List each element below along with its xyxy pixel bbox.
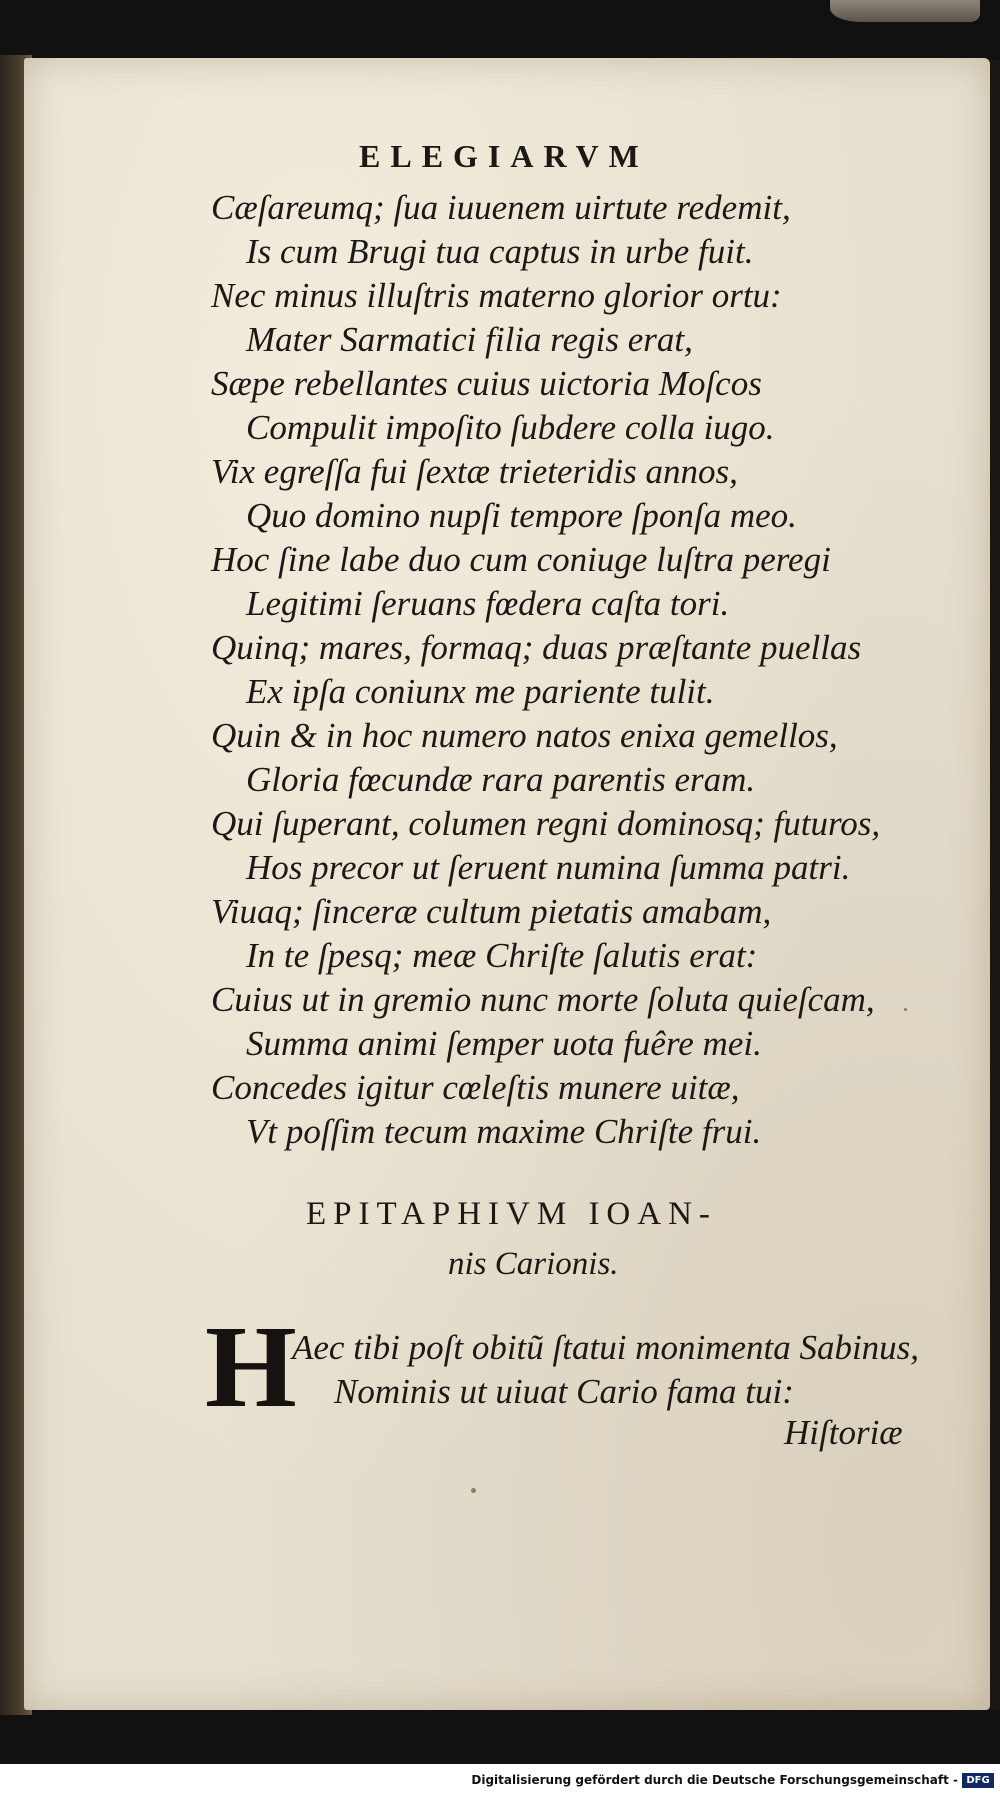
funding-credit: Digitalisierung gefördert durch die Deutsche Forschungsgemeinschaft - (471, 1773, 958, 1787)
dfg-logo: DFG (962, 1773, 994, 1788)
verse-line: Hoc ſine labe duo cum coniuge luſtra peregi (211, 540, 831, 579)
page-edge-shadow (990, 60, 1000, 1710)
verse-line: Mater Sarmatici filia regis erat, (246, 320, 693, 359)
page-text (24, 58, 990, 1710)
verse-line: Ex ipſa coniunx me pariente tulit. (246, 672, 715, 711)
verse-line: Legitimi ſeruans fœdera caſta tori. (246, 584, 730, 623)
verse-line: Cuius ut in gremio nunc morte ſoluta quieſcam, (211, 980, 875, 1019)
verse-line: Quin & in hoc numero natos enixa gemellos, (211, 716, 838, 755)
paper-scrap (830, 0, 980, 22)
book-page (24, 58, 990, 1710)
epitaph-subtitle: nis Carionis. (448, 1246, 619, 1282)
verse-line: In te ſpesq; meæ Chriſte ſalutis erat: (246, 936, 758, 975)
epitaph-title: EPITAPHIVM IOAN- (306, 1196, 717, 1232)
decorated-initial: H (205, 1301, 297, 1432)
verse-line: Cæſareumq; ſua iuuenem uirtute redemit, (211, 188, 791, 227)
verse-line: Qui ſuperant, columen regni dominosq; futuros, (211, 804, 881, 843)
verse-line: Vt poſſim tecum maxime Chriſte frui. (246, 1112, 762, 1151)
ink-speck (904, 1008, 907, 1011)
catchword: Hiſtoriæ (784, 1413, 903, 1452)
verse-line: Quinq; mares, formaq; duas præſtante puellas (211, 628, 862, 667)
epitaph-line: Nominis ut uiuat Cario fama tui: (334, 1372, 794, 1411)
footer-bar (0, 1764, 1000, 1794)
verse-line: Is cum Brugi tua captus in urbe fuit. (246, 232, 754, 271)
verse-line: Compulit impoſito ſubdere colla iugo. (246, 408, 775, 447)
ink-speck (471, 1488, 476, 1493)
verse-line: Hos precor ut ſeruent numina ſumma patri. (246, 848, 851, 887)
verse-line: Nec minus illuſtris materno glorior ortu: (211, 276, 782, 315)
verse-line: Concedes igitur cœleſtis munere uitæ, (211, 1068, 740, 1107)
verse-line: Summa animi ſemper uota fuêre mei. (246, 1024, 762, 1063)
verse-line: Quo domino nupſi tempore ſponſa meo. (246, 496, 797, 535)
running-head: ELEGIARVM (359, 138, 649, 174)
verse-line: Gloria fœcundæ rara parentis eram. (246, 760, 756, 799)
verse-line: Vix egreſſa fui ſextæ trieteridis annos, (211, 452, 738, 491)
verse-line: Viuaq; ſinceræ cultum pietatis amabam, (211, 892, 772, 931)
epitaph-line: Aec tibi poſt obitũ ſtatui monimenta Sabinus, (292, 1328, 920, 1367)
verse-line: Sæpe rebellantes cuius uictoria Moſcos (211, 364, 762, 403)
